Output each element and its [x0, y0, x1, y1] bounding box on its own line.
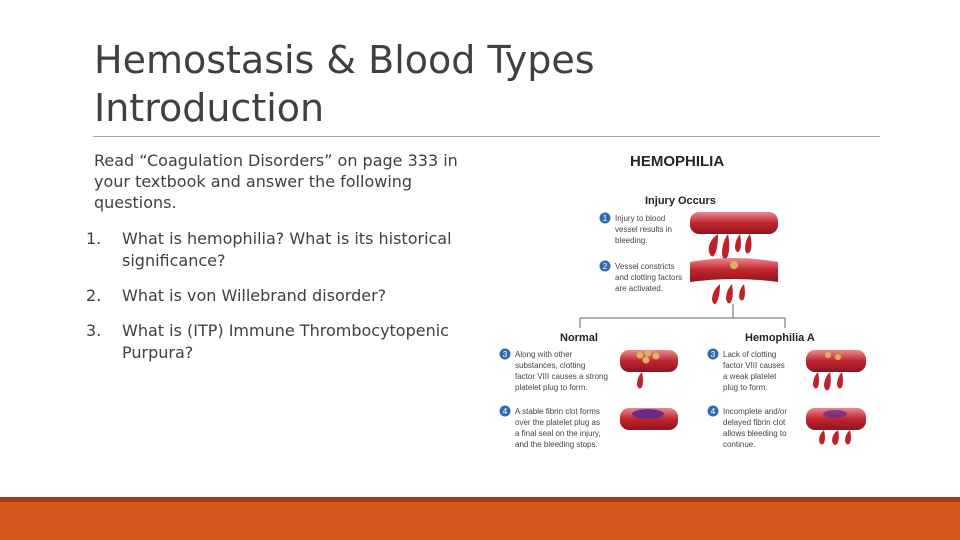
platelet [730, 261, 738, 269]
hemo-4-line-4: continue. [723, 440, 756, 449]
hemo-4-line-2: delayed fibrin clot [723, 418, 786, 427]
normal-4-line-1: A stable fibrin clot forms [515, 407, 600, 416]
blood-drops [712, 284, 745, 304]
step-number: 3 [502, 350, 508, 359]
hemophilia-step-4 [708, 406, 867, 450]
platelet [645, 350, 652, 357]
hemophilia-step-3 [708, 349, 867, 393]
footer-bar [0, 502, 960, 540]
question-text: What is (ITP) Immune Thrombocytopenic Purpura? [122, 321, 449, 362]
step-2-line-3: are activated. [615, 284, 664, 293]
figure-heading: HEMOPHILIA [630, 153, 725, 170]
normal-3-line-3: factor VIII causes a strong [515, 372, 608, 381]
step-1-line-1: Injury to blood [615, 214, 666, 223]
question-number: 1. [86, 229, 102, 248]
blood-vessel [690, 212, 778, 234]
step-number: 3 [710, 350, 716, 359]
platelet [653, 353, 660, 360]
hemo-3-line-2: factor VIII causes [723, 361, 785, 370]
fibrin-clot [823, 410, 847, 418]
normal-4-line-3: a final seal on the injury, [515, 429, 601, 438]
platelet [825, 352, 831, 358]
step-1-line-3: bleeding. [615, 236, 648, 245]
blood-drops [813, 372, 843, 390]
normal-4-line-2: over the platelet plug as [515, 418, 600, 427]
intro-text: Read “Coagulation Disorders” on page 333 in your textbook and answer the following questions. [94, 151, 458, 212]
step-2-line-1: Vessel constricts [615, 262, 675, 271]
injury-title: Injury Occurs [645, 195, 716, 207]
platelet [643, 357, 650, 364]
blood-drops [819, 430, 851, 445]
blood-drops [709, 234, 752, 259]
hemo-3-line-3: a weak platelet [723, 372, 777, 381]
normal-title: Normal [560, 332, 598, 344]
hemo-4-line-3: allows bleeding to [723, 429, 787, 438]
normal-3-line-4: platelet plug to form. [515, 383, 588, 392]
title-line-1: Hemostasis & Blood Types [94, 38, 595, 82]
step-2-line-2: and clotting factors [615, 273, 683, 282]
hemo-4-line-1: Incomplete and/or [723, 407, 788, 416]
platelet [637, 352, 644, 359]
hemophilia-a-title: Hemophilia A [745, 332, 815, 344]
question-number: 2. [86, 286, 102, 305]
normal-3-line-1: Along with other [515, 350, 573, 359]
hemo-3-line-4: plug to form. [723, 383, 768, 392]
title-line-2: Introduction [94, 86, 325, 130]
step-number: 1 [602, 214, 608, 223]
blood-vessel [806, 350, 866, 372]
question-text: What is von Willebrand disorder? [122, 286, 387, 305]
hemo-3-line-1: Lack of clotting [723, 350, 777, 359]
step-1-line-2: vessel results in [615, 225, 672, 234]
normal-step-4 [500, 406, 679, 450]
step-number: 2 [602, 262, 608, 271]
normal-4-line-4: and the bleeding stops. [515, 440, 598, 449]
step-number: 4 [710, 407, 716, 416]
fibrin-clot [632, 409, 664, 419]
blood-drops [637, 372, 643, 389]
step-2 [600, 258, 779, 304]
step-1 [600, 212, 779, 259]
step-number: 4 [502, 407, 508, 416]
normal-step-3 [500, 349, 679, 393]
normal-3-line-2: substances, clotting [515, 361, 586, 370]
question-number: 3. [86, 321, 102, 340]
question-text: What is hemophilia? What is its historical significance? [122, 229, 452, 270]
platelet [835, 354, 841, 360]
